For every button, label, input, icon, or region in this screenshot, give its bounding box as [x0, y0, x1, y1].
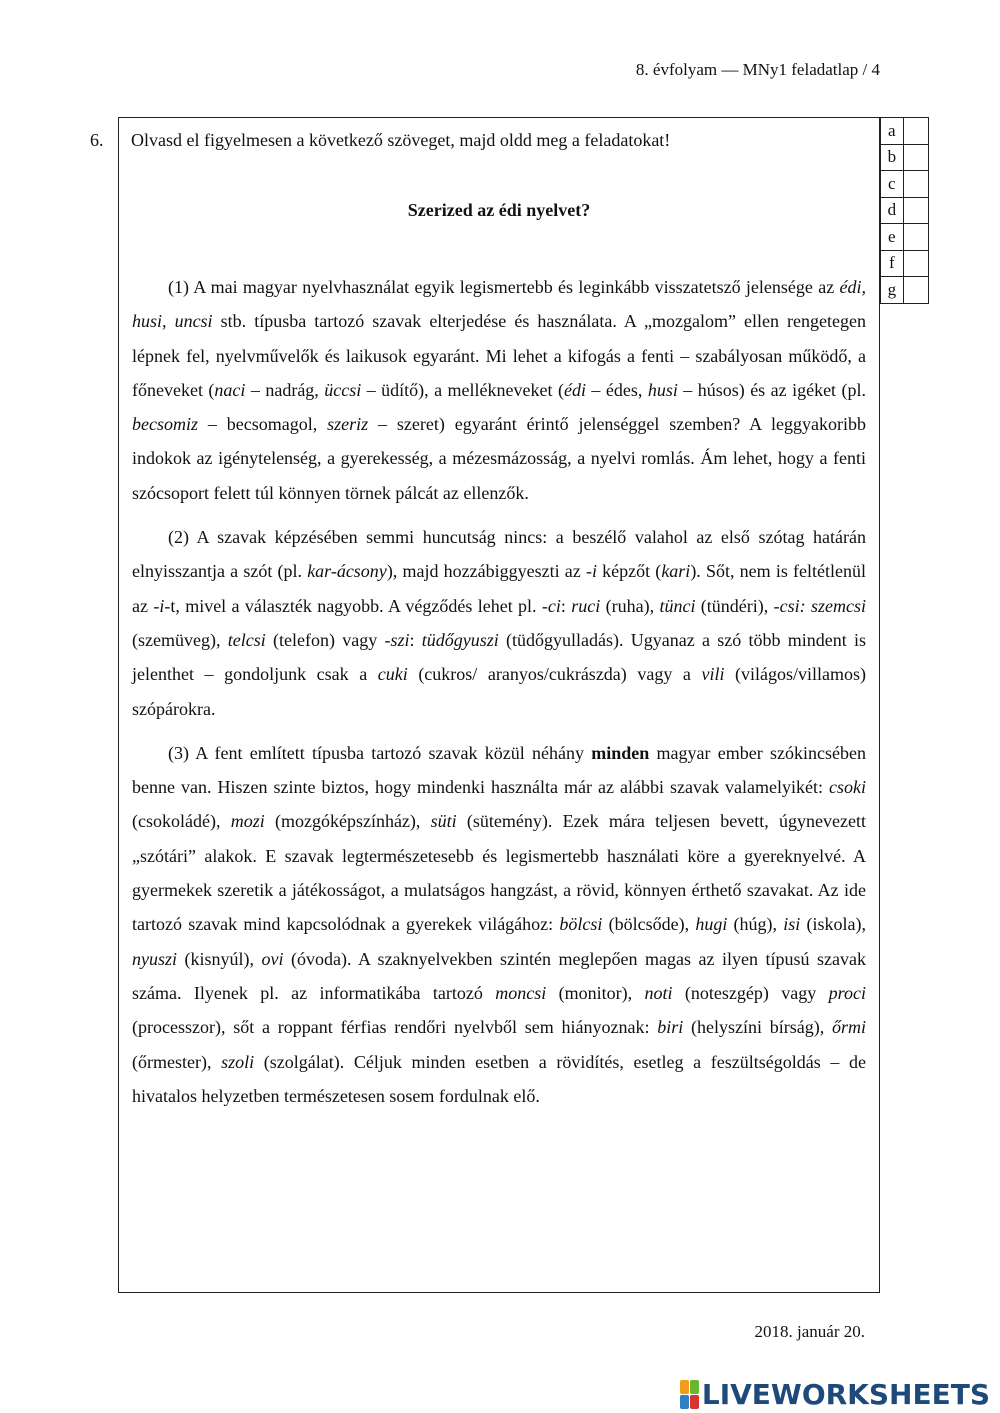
- paragraph-1: (1) A mai magyar nyelvhasználat egyik legismertebb és leginkább visszatetsző jelensége az édi, husi, uncsi stb. típusba tartozó szavak elterjedése és használata. A „mozgalom” ellen rengetegen lépnek fel, nyelvművelők és laikusok egyaránt. Mi lehet a kifogás a fenti – szabályosan működő, a főneveket (naci – nadrág, üccsi – üdítő), a mellékneveket (édi – édes, husi – húsos) és az igéket (pl. becsomiz – becsomagol, szeriz – szeret) egyaránt érintő jelenséggel szemben? A leggyakoribb indokok az igénytelenség, a gyerekesség, a mézesmázosság, a nyelvi romlás. Ám lehet, hogy a fenti szócsoport felett túl könnyen törnek pálcát az ellenzők.: [132, 277, 867, 503]
- footer-date: 2018. január 20.: [754, 1322, 865, 1341]
- page-header: 8. évfolyam — MNy1 feladatlap / 4: [635, 60, 880, 79]
- grid-label-f: f: [881, 250, 904, 277]
- answer-grid: [880, 117, 929, 304]
- liveworksheets-wordmark: LIVEWORKSHEETS: [701, 1378, 990, 1411]
- liveworksheets-logo[interactable]: [680, 1378, 990, 1411]
- grid-label-b: b: [881, 144, 904, 171]
- answer-cell-f[interactable]: [903, 250, 928, 277]
- grid-label-a: a: [881, 118, 904, 145]
- grid-label-e: e: [881, 224, 904, 251]
- answer-cell-g[interactable]: [903, 277, 928, 304]
- answer-cell-c[interactable]: [903, 171, 928, 198]
- paragraph-2: (2) A szavak képzésében semmi huncutság nincs: a beszélő valahol az első szótag határán elnyisszantja a szót (pl. kar-ácsony), majd hozzábiggyeszti az -i képzőt (kari). Sőt, nem is feltétlenül az -i-t, mivel a választék nagyobb. A végződés lehet pl. -ci: ruci (ruha), tünci (tündéri), -csi: szemcsi (szemüveg), telcsi (telefon) vagy -szi: tüdőgyuszi (tüdőgyulladás). Ugyanaz a szó több mindent is jelenthet – gondoljunk csak a cuki (cukros/ aranyos/cukrászda) vagy a vili (világos/villamos) szópárokra.: [132, 527, 867, 719]
- liveworksheets-mark-icon: [680, 1380, 699, 1409]
- task-instruction: Olvasd el figyelmesen a következő szöveget, majd oldd meg a feladatokat!: [131, 130, 671, 150]
- answer-cell-a[interactable]: [903, 118, 928, 145]
- answer-cell-b[interactable]: [903, 144, 928, 171]
- task-box: [118, 117, 880, 1293]
- article-title: Szerized az édi nyelvet?: [407, 200, 591, 220]
- grid-label-c: c: [881, 171, 904, 198]
- answer-cell-d[interactable]: [903, 197, 928, 224]
- task-number: 6.: [90, 130, 104, 150]
- answer-cell-e[interactable]: [903, 224, 928, 251]
- grid-label-d: d: [881, 197, 904, 224]
- grid-label-g: g: [881, 277, 904, 304]
- paragraph-3: (3) A fent említett típusba tartozó szavak közül néhány minden magyar ember szókincsében benne van. Hiszen szinte biztos, hogy mindenki használta már az alábbi szavak valamelyikét: csoki (csokoládé), mozi (mozgóképszínház), süti (sütemény). Ezek mára teljesen bevett, úgynevezett „szótári” alakok. E szavak legtermészetesebb és legismertebb használati köre a gyereknyelvé. A gyermekek szeretik a játékosságot, a mulatságos hangzást, a rövid, könnyen érthető szavakat. Az ide tartozó szavak mind kapcsolódnak a gyerekek világához: bölcsi (bölcsőde), hugi (húg), isi (iskola), nyuszi (kisnyúl), ovi (óvoda). A szaknyelvekben szintén meglepően magas az ilyen típusú szavak száma. Ilyenek pl. az informatikába tartozó moncsi (monitor), noti (noteszgép) vagy proci (processzor), sőt a roppant férfias rendőri nyelvből sem hiányoznak: biri (helyszíni bírság), őrmi (őrmester), szoli (szolgálat). Céljuk minden esetben a rövidítés, esetleg a feszültségoldás – de hivatalos helyzetben természetesen sosem fordulnak elő.: [132, 742, 866, 1106]
- article-body: [132, 270, 866, 1123]
